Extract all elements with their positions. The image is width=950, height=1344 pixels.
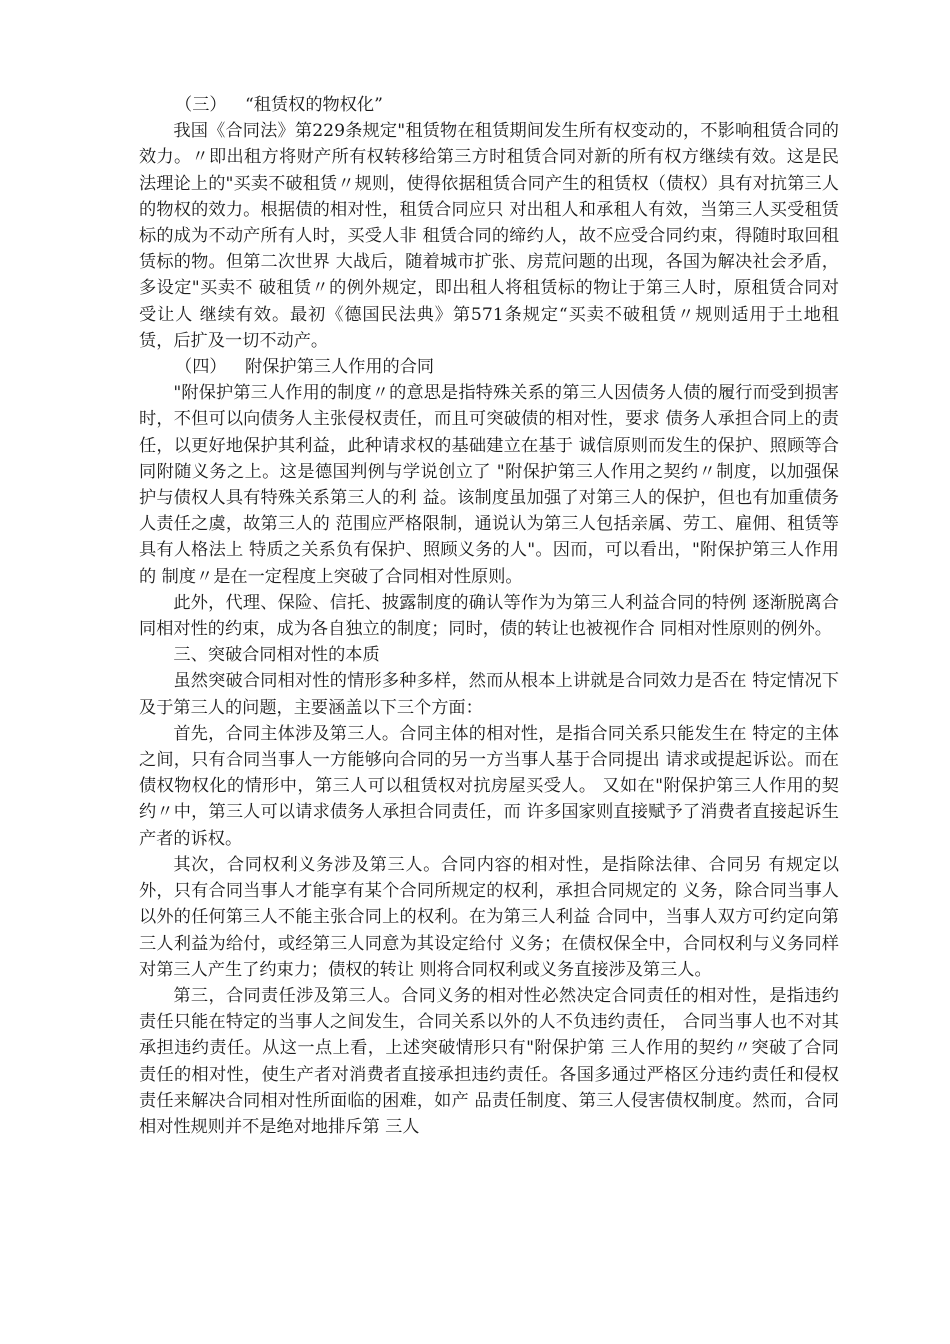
- heading-text: “租赁权的物权化”: [245, 95, 383, 115]
- heading-number: （三）: [175, 95, 227, 115]
- heading-number: （四）: [175, 357, 227, 378]
- paragraph-other-exceptions: 此外，代理、保险、信托、披露制度的确认等作为为第三人利益合同的特例 逐渐脱离合同相对性的约束，成为各自独立的制度；同时，债的转让也被视作合 同相对性原则的例外。: [139, 592, 839, 640]
- heading-text: 附保护第三人作用的合同: [245, 357, 435, 378]
- section-heading-4: [139, 354, 839, 380]
- document-page: [139, 92, 839, 1140]
- paragraph-essence-intro: 虽然突破合同相对性的情形多种多样，然而从根本上讲就是合同效力是否在 特定情况下及于第三人的问题，主要涵盖以下三个方面：: [139, 671, 839, 718]
- paragraph-first-subject: 首先，合同主体涉及第三人。合同主体的相对性，是指合同关系只能发生在 特定的主体之间，只有合同当事人一方能够向合同的另一方当事人基于合同提出 请求或提起诉讼。而在债权物权化的情形中，第三人可以租赁权对抗房屋买受人。 又如在"附保护第三人作用的契约〃中，第三人可以请求债务人承担合同责任，而 许多国家则直接赋予了消费者直接起诉生产者的诉权。: [139, 723, 839, 849]
- paragraph-third-liability: 第三，合同责任涉及第三人。合同义务的相对性必然决定合同责任的相对性，是指违约责任只能在特定的当事人之间发生，合同关系以外的人不负违约责任， 合同当事人也不对其承担违约责任。从这一点上看，上述突破情形只有"附保护第 三人作用的契约〃突破了合同责任的相对性，使生产者对消费者直接承担违约责任。各国多通过严格区分违约责任和侵权责任来解决合同相对性所面临的困难，如产 品责任制度、第三人侵害债权制度。然而，合同相对性规则并不是绝对地排斥第 三人: [139, 985, 839, 1137]
- paragraph-lease-right: 我国《合同法》第229条规定"租赁物在租赁期间发生所有权变动的，不影响租赁合同的效力。〃即出租方将财产所有权转移给第三方时租赁合同对新的所有权方继续有效。这是民法理论上的"买卖不破租赁〃规则，使得依据租赁合同产生的租赁权（债权）具有对抗第三人的物权的效力。根据债的相对性，租赁合同应只 对出租人和承租人有效，当第三人买受租赁标的成为不动产所有人时，买受人非 租赁合同的缔约人，故不应受合同约束，得随时取回租赁标的物。但第二次世界 大战后，随着城市扩张、房荒问题的出现，各国为解决社会矛盾，多设定"买卖不 破租赁〃的例外规定，即出租人将租赁标的物让于第三人时，原租赁合同对受让人 继续有效。最初《德国民法典》第571条规定“买卖不破租赁〃规则适用于土地租赁，后扩及一切不动产。: [139, 121, 839, 351]
- section-heading-essence: 三、突破合同相对性的本质: [173, 645, 380, 666]
- paragraph-third-party-protection: "附保护第三人作用的制度〃的意思是指特殊关系的第三人因债务人债的履行而受到损害时，不但可以向债务人主张侵权责任，而且可突破债的相对性，要求 债务人承担合同上的责任，以更好地保护其利益，此种请求权的基础建立在基于 诚信原则而发生的保护、照顾等合同附随义务之上。这是德国判例与学说创立了 "附保护第三人作用之契约〃制度，以加强保护与债权人具有特殊关系第三人的利 益。该制度虽加强了对第三人的保护，但也有加重债务人责任之虞，故第三人的 范围应严格限制，通说认为第三人包括亲属、劳工、雇佣、租赁等具有人格法上 特质之关系负有保护、照顾义务的人"。因而，可以看出，"附保护第三人作用的 制度〃是在一定程度上突破了合同相对性原则。: [139, 383, 839, 587]
- section-heading-3: [139, 92, 839, 118]
- paragraph-second-content: 其次，合同权利义务涉及第三人。合同内容的相对性，是指除法律、合同另 有规定以外，只有合同当事人才能享有某个合同所规定的权利，承担合同规定的 义务，除合同当事人以外的任何第三人不能主张合同上的权利。在为第三人利益 合同中，当事人双方可约定向第三人利益为给付，或经第三人同意为其设定给付 义务；在债权保全中，合同权利与义务同样对第三人产生了约束力；债权的转让 则将合同权利或义务直接涉及第三人。: [139, 854, 839, 980]
